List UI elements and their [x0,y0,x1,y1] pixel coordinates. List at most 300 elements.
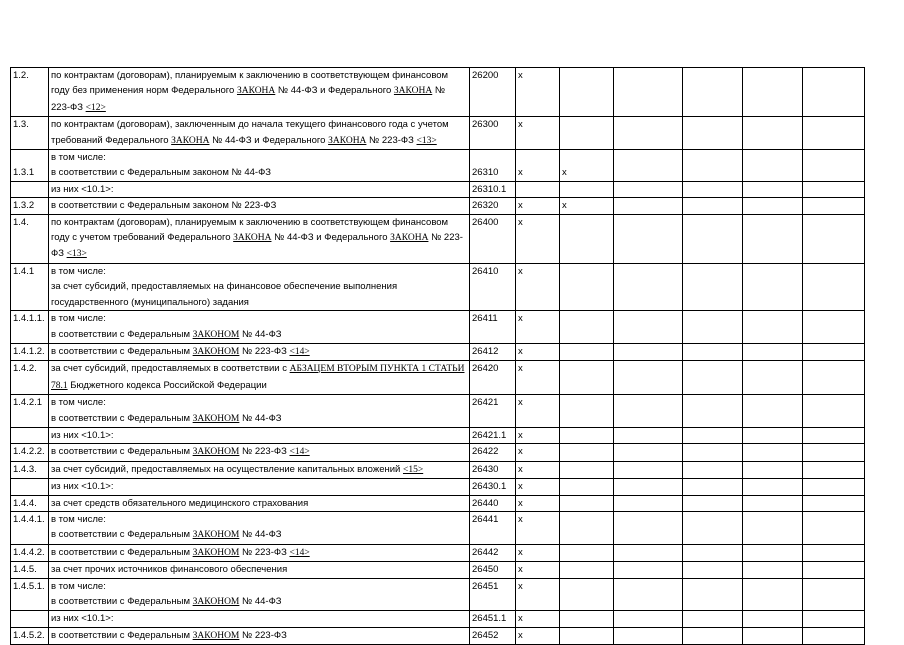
value-cell [560,427,614,443]
law-reference-link[interactable]: <12> [85,102,106,113]
row-description-cell [49,311,470,344]
description-line [51,246,467,262]
empty-value-cell [743,198,803,214]
description-text: № [432,85,446,97]
row-number-cell: 1.4.1 [11,263,49,310]
empty-value-cell [743,181,803,197]
description-line [51,165,467,180]
row-code-cell: 26320 [470,198,516,214]
empty-value-cell [683,181,743,197]
row-code-cell: 26451.1 [470,611,516,627]
value-cell: x [516,578,560,611]
value-cell [560,562,614,578]
description-line [51,411,467,427]
description-text: из них <10.1>: [51,613,114,625]
empty-value-cell [614,68,683,117]
row-description-cell [49,395,470,428]
row-description-cell [49,150,470,182]
empty-value-cell [614,181,683,197]
description-text: за счет средств обязательного медицинского страхования [51,497,309,509]
description-text: в том числе: [51,397,106,409]
empty-value-cell [743,311,803,344]
row-description-cell [49,461,470,478]
value-cell: x [516,444,560,461]
row-number-cell: 1.4. [11,214,49,263]
description-text: в том числе: [51,152,106,164]
empty-value-cell [743,68,803,117]
empty-value-cell [803,578,865,611]
description-text: в соответствии с Федеральным [51,546,193,558]
empty-value-cell [683,343,743,360]
description-text: Бюджетного кодекса Российской Федерации [67,379,267,391]
row-description-cell [49,361,470,395]
empty-value-cell [743,117,803,150]
empty-value-cell [683,611,743,627]
empty-value-cell [803,311,865,344]
empty-value-cell [683,444,743,461]
empty-value-cell [614,343,683,360]
description-text: в соответствии с Федеральным [51,596,193,607]
description-text: году с учетом требований Федерального [51,232,234,244]
value-cell: x [560,198,614,214]
empty-value-cell [803,117,865,150]
empty-value-cell [614,479,683,495]
row-code-cell: 26421 [470,395,516,428]
description-line [51,479,467,494]
empty-value-cell [803,150,865,182]
law-reference-link[interactable]: ЗАКОНА [233,233,272,244]
value-cell [560,263,614,310]
table-row [11,461,865,478]
value-cell: x [516,511,560,544]
row-code-cell: 26440 [470,495,516,511]
row-description-cell [49,495,470,511]
row-number-cell: 1.4.2.2. [11,444,49,461]
empty-value-cell [803,461,865,478]
description-text: № 223-ФЗ [239,546,290,558]
row-code-cell: 26430 [470,461,516,478]
value-cell [560,611,614,627]
empty-value-cell [743,214,803,263]
law-reference-link[interactable]: ЗАКОНОМ [192,597,240,607]
value-cell [560,395,614,428]
row-code-cell: 26430.1 [470,479,516,495]
empty-value-cell [614,562,683,578]
empty-value-cell [614,511,683,544]
value-cell [560,627,614,644]
value-cell: x [516,117,560,150]
description-text: за счет субсидий, предоставляемых на финансовое обеспечение выполнения [51,281,398,293]
table-row [11,181,865,197]
empty-value-cell [614,444,683,461]
description-text: № 44-ФЗ [239,328,282,340]
description-text: за счет субсидий, предоставляемых на осуществление капитальных вложений [51,463,403,475]
empty-value-cell [614,263,683,310]
description-line [51,327,467,343]
description-text: в соответствии с Федеральным [51,529,193,541]
empty-value-cell [803,343,865,360]
row-number-cell [11,427,49,443]
row-number-cell: 1.2. [11,68,49,117]
empty-value-cell [743,611,803,627]
row-description-cell [49,562,470,578]
empty-value-cell [803,427,865,443]
description-text: в том числе: [51,580,106,592]
empty-value-cell [614,461,683,478]
value-cell: x [516,361,560,395]
description-text: из них <10.1>: [51,481,114,493]
empty-value-cell [803,544,865,561]
law-reference-link[interactable]: ЗАКОНОМ [192,447,240,458]
description-text: № 44-ФЗ [239,412,282,424]
row-description-cell [49,343,470,360]
empty-value-cell [743,479,803,495]
description-text: по контрактам (договорам), заключенным до начала текущего финансового года с учетом [51,119,449,131]
description-line [51,83,467,99]
row-code-cell: 26421.1 [470,427,516,443]
table-row [11,544,865,561]
description-line [51,428,467,443]
description-text: № 223-ФЗ [239,629,287,641]
description-text: из них <10.1>: [51,429,114,441]
row-number-cell: 1.4.1.2. [11,343,49,360]
empty-value-cell [743,544,803,561]
empty-value-cell [743,461,803,478]
row-number-cell: 1.4.5. [11,562,49,578]
description-text: в соответствии с Федеральным [51,629,193,641]
table-row [11,479,865,495]
law-reference-link[interactable]: <13> [66,249,87,260]
row-description-cell [49,117,470,150]
empty-value-cell [683,198,743,214]
description-text: из них <10.1>: [51,183,114,195]
empty-value-cell [803,444,865,461]
row-number-cell: 1.4.4. [11,495,49,511]
value-cell: x [516,427,560,443]
value-cell: x [516,479,560,495]
empty-value-cell [803,479,865,495]
row-code-cell: 26422 [470,444,516,461]
law-reference-link[interactable]: <15> [402,464,424,475]
description-text: в соответствии с Федеральным законом № 223-ФЗ [51,200,277,212]
table-row [11,361,865,395]
row-number-cell: 1.4.2. [11,361,49,395]
empty-value-cell [683,562,743,578]
value-cell [560,461,614,478]
description-line [51,133,467,149]
table-row [11,198,865,214]
empty-value-cell [614,611,683,627]
table-row [11,117,865,150]
description-text: в том числе: [51,313,106,325]
law-reference-link[interactable]: ЗАКОНОМ [192,530,240,541]
empty-value-cell [743,444,803,461]
value-cell [560,511,614,544]
law-reference-link[interactable]: 78.1 [51,380,68,391]
table-row [11,495,865,511]
description-line [51,611,467,626]
value-cell [560,214,614,263]
law-reference-link[interactable]: ЗАКОНА [393,86,433,97]
row-description-cell [49,198,470,214]
table-row [11,611,865,627]
description-line [51,361,467,377]
law-reference-link[interactable]: АБЗАЦЕМ ВТОРЫМ ПУНКТА 1 СТАТЬИ [289,364,465,375]
row-code-cell: 26452 [470,627,516,644]
empty-value-cell [614,544,683,561]
row-code-cell: 26420 [470,361,516,395]
law-reference-link[interactable]: ЗАКОНОМ [192,413,240,424]
value-cell [560,361,614,395]
row-number-cell [11,611,49,627]
empty-value-cell [614,495,683,511]
table-row [11,214,865,263]
description-text: № 44-ФЗ и Федерального [271,232,391,244]
empty-value-cell [803,263,865,310]
description-line [51,117,467,132]
description-text: № 223-ФЗ [239,446,290,458]
table-row [11,395,865,428]
row-number-cell: 1.4.5.1. [11,578,49,611]
law-reference-link[interactable]: ЗАКОНОМ [192,547,240,558]
budget-table-sheet [10,67,865,645]
description-line [51,545,467,561]
row-number-cell: 1.4.4.1. [11,511,49,544]
description-line [51,512,467,527]
empty-value-cell [743,562,803,578]
empty-value-cell [683,117,743,150]
empty-value-cell [803,562,865,578]
empty-value-cell [683,461,743,478]
row-description-cell [49,511,470,544]
law-reference-link[interactable]: <14> [289,346,310,357]
description-line [51,198,467,213]
law-reference-link[interactable]: ЗАКОНОМ [192,630,240,641]
description-text: в соответствии с Федеральным [51,446,193,458]
empty-value-cell [683,150,743,182]
empty-value-cell [683,68,743,117]
description-line [51,182,467,197]
empty-value-cell [614,427,683,443]
value-cell [516,181,560,197]
row-number-cell [11,181,49,197]
description-line [51,264,467,279]
value-cell [560,479,614,495]
description-text: № 223-ФЗ [239,345,290,357]
law-reference-link[interactable]: ЗАКОНОМ [192,329,240,340]
empty-value-cell [683,361,743,395]
row-description-cell [49,181,470,197]
row-code-cell: 26411 [470,311,516,344]
description-line [51,215,467,230]
value-cell: x [516,150,560,182]
empty-value-cell [803,198,865,214]
empty-value-cell [683,511,743,544]
value-cell: x [516,343,560,360]
empty-value-cell [803,361,865,395]
table-row [11,427,865,443]
empty-value-cell [614,117,683,150]
description-line [51,378,467,394]
empty-value-cell [803,68,865,117]
empty-value-cell [614,150,683,182]
value-cell [560,343,614,360]
empty-value-cell [614,395,683,428]
empty-value-cell [683,627,743,644]
empty-value-cell [614,361,683,395]
empty-value-cell [614,578,683,611]
table-row [11,343,865,360]
empty-value-cell [803,214,865,263]
row-description-cell [49,68,470,117]
description-text: в том числе: [51,513,106,525]
empty-value-cell [614,627,683,644]
budget-table [10,67,865,645]
empty-value-cell [683,263,743,310]
description-text: государственного (муниципального) задания [51,296,249,308]
description-text: 223-ФЗ [51,101,86,113]
empty-value-cell [683,495,743,511]
empty-value-cell [743,511,803,544]
value-cell: x [516,311,560,344]
empty-value-cell [614,198,683,214]
empty-value-cell [803,627,865,644]
description-line [51,395,467,410]
row-code-cell: 26310 [470,150,516,182]
description-text: № 44-ФЗ и Федерального [209,134,329,146]
description-text: по контрактам (договорам), планируемым к заключению в соответствующем финансовом [51,70,449,81]
empty-value-cell [743,427,803,443]
description-text: в соответствии с Федеральным [51,412,193,424]
description-line [51,68,467,83]
law-reference-link[interactable]: ЗАКОНА [236,86,276,97]
table-row [11,511,865,544]
empty-value-cell [614,311,683,344]
row-code-cell: 26451 [470,578,516,611]
row-number-cell: 1.3. [11,117,49,150]
value-cell: x [516,263,560,310]
row-description-cell [49,444,470,461]
empty-value-cell [803,181,865,197]
table-row [11,263,865,310]
row-code-cell: 26400 [470,214,516,263]
table-row [11,562,865,578]
description-text: за счет прочих источников финансового обеспечения [51,564,288,576]
row-number-cell [11,479,49,495]
description-text: в том числе: [51,265,106,277]
row-description-cell [49,627,470,644]
description-line [51,594,467,610]
description-text: требований Федерального [51,134,172,146]
empty-value-cell [683,544,743,561]
value-cell [560,495,614,511]
description-text: № 44-ФЗ и Федерального [275,85,394,97]
value-cell: x [516,611,560,627]
empty-value-cell [683,479,743,495]
law-reference-link[interactable]: ЗАКОНОМ [192,346,240,357]
row-code-cell: 26200 [470,68,516,117]
row-code-cell: 26310.1 [470,181,516,197]
empty-value-cell [683,214,743,263]
description-line [51,230,467,246]
row-number-cell: 1.4.5.2. [11,627,49,644]
row-description-cell [49,214,470,263]
description-line [51,496,467,511]
row-description-cell [49,263,470,310]
row-code-cell: 26300 [470,117,516,150]
empty-value-cell [614,214,683,263]
value-cell: x [516,68,560,117]
row-description-cell [49,544,470,561]
empty-value-cell [743,395,803,428]
empty-value-cell [743,263,803,310]
empty-value-cell [743,150,803,182]
row-description-cell [49,427,470,443]
description-line [51,150,467,165]
description-text: году без применения норм Федерального [51,85,237,97]
description-line [51,562,467,577]
law-reference-link[interactable]: <14> [289,547,310,558]
row-number-cell: 1.4.3. [11,461,49,478]
empty-value-cell [683,578,743,611]
value-cell: x [516,214,560,263]
description-text: за счет субсидий, предоставляемых в соответствии с [51,363,290,375]
description-line [51,295,467,310]
description-text: № 44-ФЗ [239,596,282,607]
empty-value-cell [743,578,803,611]
table-row [11,627,865,644]
empty-value-cell [803,611,865,627]
description-text: в соответствии с Федеральным законом № 44-ФЗ [51,167,272,179]
empty-value-cell [743,495,803,511]
value-cell [560,578,614,611]
value-cell [560,311,614,344]
table-body [11,68,865,645]
empty-value-cell [683,427,743,443]
value-cell [560,68,614,117]
description-line [51,579,467,594]
row-number-cell: 1.4.2.1 [11,395,49,428]
description-line [51,279,467,294]
value-cell [560,181,614,197]
value-cell: x [516,562,560,578]
value-cell [560,444,614,461]
empty-value-cell [743,627,803,644]
description-text: в соответствии с Федеральным [51,328,193,340]
row-number-cell: 1.3.1 [11,150,49,182]
empty-value-cell [803,495,865,511]
law-reference-link[interactable]: <13> [416,135,437,146]
value-cell [560,544,614,561]
description-line [51,628,467,644]
law-reference-link[interactable]: ЗАКОНА [171,135,210,146]
row-code-cell: 26412 [470,343,516,360]
value-cell: x [516,198,560,214]
description-text: по контрактам (договорам), планируемым к заключению в соответствующем финансовом [51,216,449,228]
empty-value-cell [683,395,743,428]
row-code-cell: 26441 [470,511,516,544]
description-text: № 44-ФЗ [239,529,282,541]
law-reference-link[interactable]: <14> [289,447,310,458]
description-line [51,462,467,478]
law-reference-link[interactable]: ЗАКОНА [390,233,429,244]
description-text: № 223- [428,232,463,244]
description-line [51,527,467,543]
description-line [51,344,467,360]
value-cell: x [516,495,560,511]
law-reference-link[interactable]: ЗАКОНА [328,135,367,146]
value-cell: x [516,395,560,428]
